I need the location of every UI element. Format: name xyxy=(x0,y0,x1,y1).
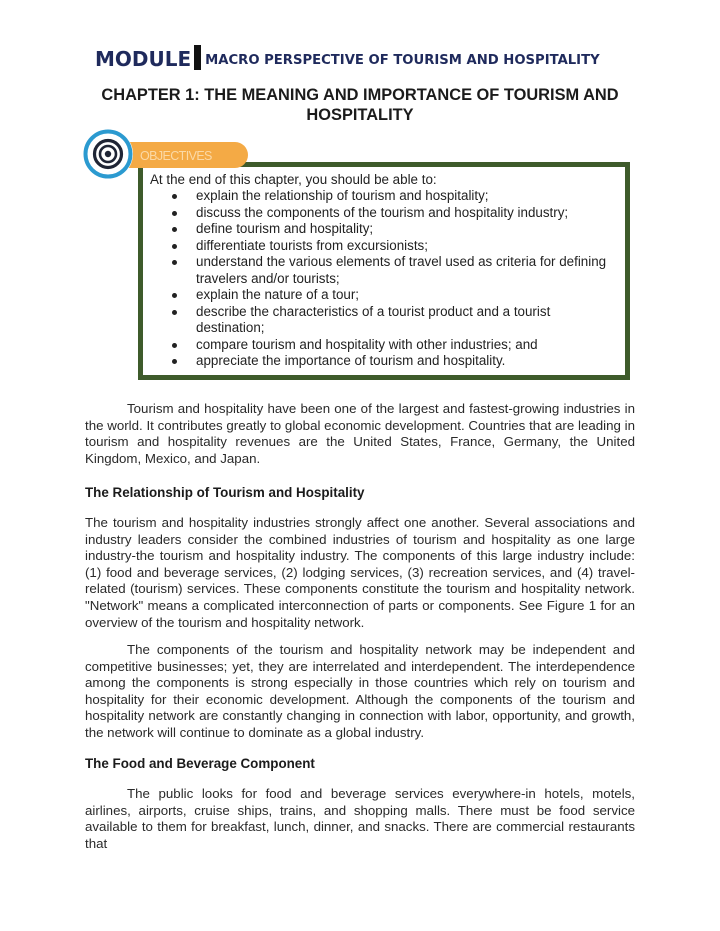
bullet-icon xyxy=(172,194,177,199)
intro-paragraph: Tourism and hospitality have been one of the largest and fastest-growing industries in the world. It contributes greatly to global economic development. Countries that are leading in tourism and hospitality revenues are the United States, France, Germany, the United Kingdom, Mexico, and Japan. xyxy=(85,401,635,466)
module-label: MODULE xyxy=(95,47,192,71)
bullet-icon xyxy=(172,227,177,232)
objectives-tab-label: OBJECTIVES xyxy=(140,149,212,163)
objective-item xyxy=(150,238,620,255)
objective-text: describe the characteristics of a tourist product and a tourist destination; xyxy=(196,303,551,335)
relationship-paragraph-1: The tourism and hospitality industries strongly affect one another. Several associations and industry leaders consider the combined industries of tourism and hospitality as one large industry-the tourism and hospitality industry. The components of this large industry include: (1) food and beverage services, (2) lodging services, (3) recreation services, and (4) travel-related (tourism) services. These components constitute the tourism and hospitality network. "Network" means a complicated interconnection of parts or components. See Figure 1 for an overview of the tourism and hospitality network. xyxy=(85,515,635,630)
objective-text: appreciate the importance of tourism and hospitality. xyxy=(196,353,506,368)
objective-text: compare tourism and hospitality with other industries; and xyxy=(196,336,538,352)
objective-text: discuss the components of the tourism and hospitality industry; xyxy=(196,204,569,220)
module-divider xyxy=(194,45,201,70)
bullet-icon xyxy=(172,260,177,265)
objective-item xyxy=(150,287,620,304)
objective-text: understand the various elements of travel used as criteria for defining travelers and/or tourists; xyxy=(196,254,607,286)
objective-item xyxy=(150,221,620,238)
chapter-title-line2: HOSPITALITY xyxy=(306,106,414,124)
objective-item xyxy=(150,353,620,370)
bullet-icon xyxy=(172,310,177,315)
objective-text: define tourism and hospitality; xyxy=(196,221,374,236)
bullet-icon xyxy=(172,211,177,216)
module-header xyxy=(95,44,635,70)
chapter-title-line1: CHAPTER 1: THE MEANING AND IMPORTANCE OF TOURISM AND xyxy=(101,86,619,104)
bullet-icon xyxy=(172,359,177,364)
objective-item xyxy=(150,337,620,354)
bullet-icon xyxy=(172,293,177,298)
module-title: MACRO PERSPECTIVE OF TOURISM AND HOSPITALITY xyxy=(205,53,600,68)
objective-text: explain the relationship of tourism and hospitality; xyxy=(196,188,489,203)
objective-item xyxy=(150,188,620,205)
objective-item xyxy=(150,205,620,222)
bullet-icon xyxy=(172,343,177,348)
relationship-paragraph-2: The components of the tourism and hospitality network may be independent and competitive businesses; yet, they are interrelated and interdependent. The interdependence among the components is strong especially in those countries which rely on tourism and hospitality for their economic development. Although the components of the tourism and hospitality network are constantly changing in connection with labor, opportunity, and growth, the network will continue to dominate as a global industry. xyxy=(85,642,635,740)
bullet-icon xyxy=(172,244,177,249)
target-icon xyxy=(82,128,134,180)
objective-item xyxy=(150,254,620,287)
objective-text: differentiate tourists from excursionists; xyxy=(196,237,428,253)
chapter-title xyxy=(80,85,640,125)
objectives-intro: At the end of this chapter, you should be able to: xyxy=(150,172,437,187)
food-beverage-paragraph: The public looks for food and beverage services everywhere-in hotels, motels, airlines, airports, cruise ships, trains, and shopping malls. There must be food service available to them for breakfast, lunch, dinner, and snacks. There are commercial restaurants that xyxy=(85,786,635,851)
section-heading-food-beverage: The Food and Beverage Component xyxy=(85,756,315,771)
objective-text: explain the nature of a tour; xyxy=(196,287,360,302)
section-heading-relationship: The Relationship of Tourism and Hospitality xyxy=(85,485,365,500)
objective-item xyxy=(150,304,620,337)
objectives-list xyxy=(150,188,620,370)
